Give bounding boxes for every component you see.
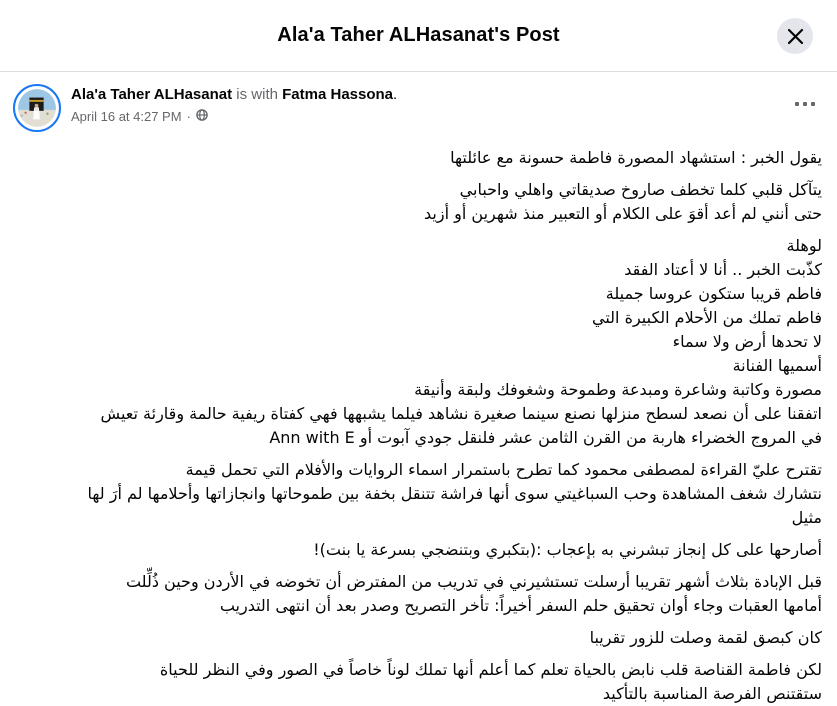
post-text-line: لكن فاطمة القناصة قلب نابض بالحياة تعلم كما أعلم أنها تملك لوناً خاصاً في الصور وفي النظر للحياة — [159, 660, 822, 679]
post-text-line: لوهلة — [786, 236, 822, 255]
more-options-button[interactable] — [793, 96, 817, 112]
post-text-line: يتآكل قلبي كلما تخطف صاروخ صديقاتي واهلي واحبابي — [459, 180, 822, 199]
close-button[interactable] — [777, 18, 813, 54]
page-title: Ala'a Taher ALHasanat's Post — [277, 24, 560, 46]
byline-connector: is with — [232, 86, 283, 103]
post-text — [0, 132, 837, 706]
post-text-line: أصارحها على كل إنجاز تبشرني به بإعجاب :(بتكبري وبتنضجي بسرعة يا بنت)! — [313, 540, 822, 559]
post-paragraph — [15, 570, 822, 618]
post-paragraph — [15, 658, 822, 706]
post-text-line: مصورة وكاتبة وشاعرة ومبدعة وطموحة وشغوفك ولبقة وأنيقة — [414, 380, 822, 399]
author-name-link[interactable]: Ala'a Taher ALHasanat — [71, 86, 233, 103]
post-text-line: حتى أنني لم أعد أقوَ على الكلام أو التعبير منذ شهرين أو أزيد — [424, 204, 822, 223]
post-text-line: فاطم قريبا ستكون عروسا جميلة — [605, 284, 822, 303]
post-meta[interactable] — [71, 108, 397, 125]
meta-separator: · — [186, 109, 191, 124]
avatar-image — [18, 89, 56, 127]
post-text-line: فاطم تملك من الأحلام الكبيرة التي — [592, 308, 822, 327]
globe-icon — [196, 108, 208, 125]
post-text-line: كان كبصق لقمة وصلت للزور تقريبا — [589, 628, 822, 647]
dialog-header — [0, 0, 837, 72]
post-paragraph — [15, 538, 822, 562]
post-paragraph — [15, 234, 822, 450]
post-text-line: أمامها العقبات وجاء أوان تحقيق حلم السفر أخيراً: تأخر التصريح وصدر بعد أن انتهى التدريب — [219, 596, 822, 615]
post-text-line: مثيل — [791, 508, 822, 527]
post-text-line: أسميها الفنانة — [732, 356, 822, 375]
post-header-text — [71, 84, 397, 125]
post-header — [0, 72, 837, 132]
tagged-name-link[interactable]: Fatma Hassona — [282, 86, 394, 103]
ellipsis-icon — [795, 102, 815, 106]
post-text-line: كذّبت الخبر .. أنا لا أعتاد الفقد — [624, 260, 822, 279]
post-paragraph — [15, 458, 822, 530]
post-text-line: اتفقنا على أن نصعد لسطح منزلها نصنع سينما صغيرة نشاهد فيلما يشبهها فهي كفتاة ريفية حالمة وقارئة تعيش — [100, 404, 822, 423]
post-text-line: لا تحدها أرض ولا سماء — [672, 332, 822, 351]
post-text-line: تقترح عليّ القراءة لمصطفى محمود كما تطرح باستمرار اسماء الروايات والأفلام التي تحمل قيمة — [185, 460, 822, 479]
post-text-line: ستقتنص الفرصة المناسبة بالتأكيد — [602, 684, 822, 703]
post-byline — [71, 85, 397, 105]
post-paragraph — [15, 178, 822, 226]
avatar[interactable] — [13, 84, 61, 132]
post-paragraph — [15, 146, 822, 170]
timestamp[interactable]: April 16 at 4:27 PM — [71, 109, 182, 124]
post-text-line: في المروج الخضراء هاربة من القرن الثامن عشر فلنقل جودي آبوت أو Ann with E — [269, 428, 822, 447]
byline-period: . — [393, 86, 398, 103]
post-text-line: قبل الإبادة بثلاث أشهر تقريبا أرسلت تستشيرني في تدريب من المفترض أن تخوضه في الأردن وحين ذُلِّلت — [125, 572, 822, 591]
post-text-line: نتشارك شغف المشاهدة وحب السباغيتي سوى أنها فراشة تتنقل بخفة بين طموحاتها وانجازاتها وأحلامها لم أرَ لها — [87, 484, 822, 503]
post-text-line: يقول الخبر : استشهاد المصورة فاطمة حسونة مع عائلتها — [450, 148, 822, 167]
close-icon — [787, 28, 804, 45]
post-paragraph — [15, 626, 822, 650]
